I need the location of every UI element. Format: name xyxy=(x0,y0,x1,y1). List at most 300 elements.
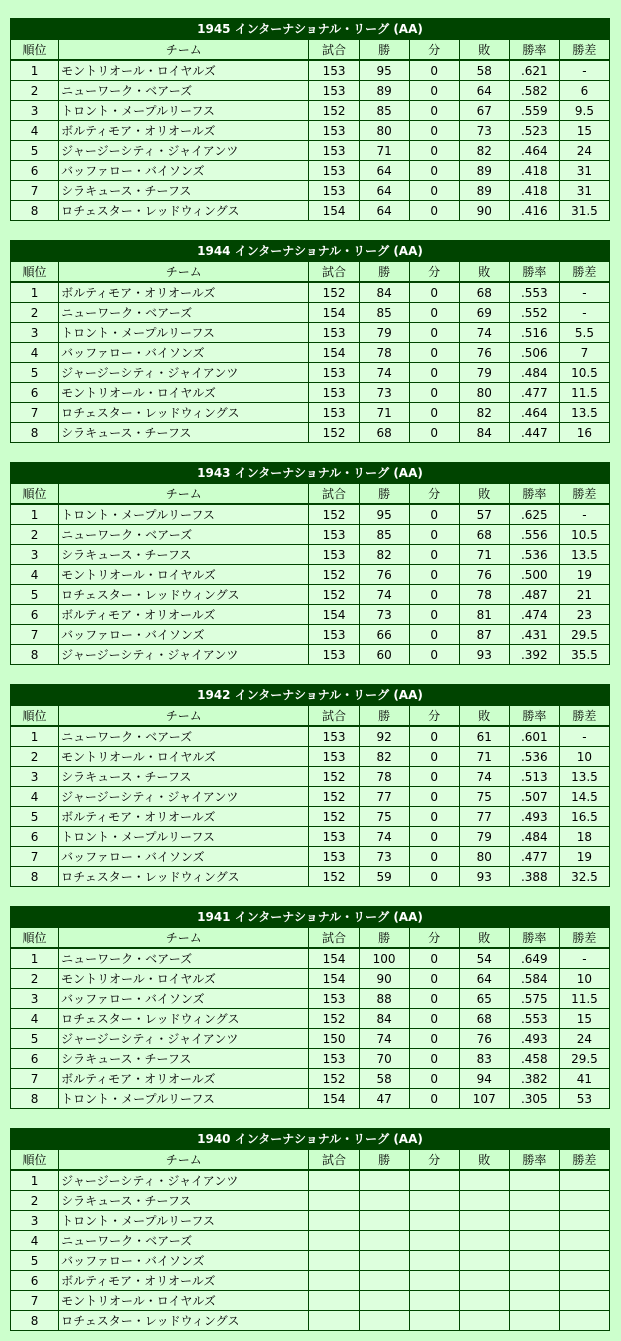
cell-games-behind xyxy=(559,1311,609,1331)
cell-games: 153 xyxy=(309,625,359,645)
cell-win-pct: .556 xyxy=(509,525,559,545)
cell-win-pct: .416 xyxy=(509,201,559,221)
cell-wins xyxy=(359,1231,409,1251)
cell-draws: 0 xyxy=(409,161,459,181)
cell-draws: 0 xyxy=(409,1029,459,1049)
column-header-team: チーム xyxy=(59,706,309,727)
cell-draws: 0 xyxy=(409,605,459,625)
cell-wins: 85 xyxy=(359,525,409,545)
cell-losses: 57 xyxy=(459,504,509,525)
cell-wins: 64 xyxy=(359,181,409,201)
cell-win-pct: .559 xyxy=(509,101,559,121)
cell-games: 154 xyxy=(309,948,359,969)
column-header-games-behind: 勝差 xyxy=(559,484,609,505)
cell-losses xyxy=(459,1231,509,1251)
table-row xyxy=(11,545,610,565)
cell-games xyxy=(309,1231,359,1251)
table-row xyxy=(11,1311,610,1331)
cell-team: モントリオール・ロイヤルズ xyxy=(59,969,309,989)
cell-games-behind: 6 xyxy=(559,81,609,101)
table-title: 1940 インターナショナル・リーグ (AA) xyxy=(11,1129,610,1150)
cell-games-behind xyxy=(559,1251,609,1271)
cell-rank: 5 xyxy=(11,363,59,383)
cell-rank: 2 xyxy=(11,969,59,989)
cell-draws: 0 xyxy=(409,60,459,81)
cell-rank: 6 xyxy=(11,1049,59,1069)
cell-win-pct: .447 xyxy=(509,423,559,443)
cell-win-pct: .536 xyxy=(509,545,559,565)
cell-games-behind xyxy=(559,1271,609,1291)
cell-rank: 2 xyxy=(11,81,59,101)
cell-team: ジャージーシティ・ジャイアンツ xyxy=(59,1029,309,1049)
column-header-games-behind: 勝差 xyxy=(559,928,609,949)
table-row xyxy=(11,565,610,585)
cell-team: ニューワーク・ベアーズ xyxy=(59,1231,309,1251)
standings-table xyxy=(10,1128,610,1331)
cell-games: 153 xyxy=(309,60,359,81)
column-header-win-pct: 勝率 xyxy=(509,1150,559,1171)
table-title: 1944 インターナショナル・リーグ (AA) xyxy=(11,241,610,262)
table-title: 1943 インターナショナル・リーグ (AA) xyxy=(11,463,610,484)
cell-wins: 73 xyxy=(359,847,409,867)
table-row xyxy=(11,807,610,827)
cell-wins: 75 xyxy=(359,807,409,827)
cell-win-pct xyxy=(509,1251,559,1271)
cell-games: 153 xyxy=(309,545,359,565)
cell-games-behind: 16.5 xyxy=(559,807,609,827)
cell-wins: 85 xyxy=(359,101,409,121)
cell-losses: 61 xyxy=(459,726,509,747)
cell-win-pct: .484 xyxy=(509,827,559,847)
cell-rank: 7 xyxy=(11,625,59,645)
cell-games: 154 xyxy=(309,201,359,221)
cell-games-behind: 11.5 xyxy=(559,383,609,403)
cell-draws: 0 xyxy=(409,181,459,201)
cell-games-behind: 31 xyxy=(559,161,609,181)
cell-rank: 4 xyxy=(11,565,59,585)
cell-games-behind: 19 xyxy=(559,565,609,585)
cell-team: ロチェスター・レッドウィングス xyxy=(59,201,309,221)
cell-losses: 68 xyxy=(459,525,509,545)
cell-games-behind: 16 xyxy=(559,423,609,443)
cell-team: モントリオール・ロイヤルズ xyxy=(59,565,309,585)
cell-team: シラキュース・チーフス xyxy=(59,1049,309,1069)
cell-rank: 4 xyxy=(11,787,59,807)
column-header-wins: 勝 xyxy=(359,262,409,283)
standings-table xyxy=(10,906,610,1109)
cell-games: 152 xyxy=(309,565,359,585)
cell-losses: 67 xyxy=(459,101,509,121)
cell-games: 153 xyxy=(309,1049,359,1069)
cell-games: 154 xyxy=(309,303,359,323)
cell-losses: 65 xyxy=(459,989,509,1009)
cell-games-behind: 13.5 xyxy=(559,403,609,423)
cell-draws: 0 xyxy=(409,323,459,343)
cell-rank: 6 xyxy=(11,383,59,403)
cell-games-behind: 24 xyxy=(559,141,609,161)
cell-draws: 0 xyxy=(409,645,459,665)
column-header-games: 試合 xyxy=(309,484,359,505)
cell-draws: 0 xyxy=(409,989,459,1009)
cell-team: トロント・メープルリーフス xyxy=(59,101,309,121)
cell-losses: 76 xyxy=(459,565,509,585)
cell-wins: 95 xyxy=(359,60,409,81)
cell-win-pct: .649 xyxy=(509,948,559,969)
cell-rank: 8 xyxy=(11,201,59,221)
cell-rank: 4 xyxy=(11,1009,59,1029)
cell-win-pct xyxy=(509,1311,559,1331)
cell-wins: 82 xyxy=(359,545,409,565)
cell-losses xyxy=(459,1311,509,1331)
cell-losses: 75 xyxy=(459,787,509,807)
cell-losses: 80 xyxy=(459,847,509,867)
table-row xyxy=(11,787,610,807)
table-row xyxy=(11,767,610,787)
table-row xyxy=(11,1069,610,1089)
cell-wins xyxy=(359,1311,409,1331)
cell-losses: 82 xyxy=(459,141,509,161)
cell-rank: 6 xyxy=(11,827,59,847)
cell-losses: 93 xyxy=(459,645,509,665)
cell-games: 152 xyxy=(309,585,359,605)
cell-losses: 79 xyxy=(459,827,509,847)
cell-draws: 0 xyxy=(409,867,459,887)
cell-win-pct xyxy=(509,1170,559,1191)
cell-games-behind: 15 xyxy=(559,121,609,141)
column-header-win-pct: 勝率 xyxy=(509,484,559,505)
cell-wins: 73 xyxy=(359,605,409,625)
cell-losses xyxy=(459,1191,509,1211)
cell-team: ボルティモア・オリオールズ xyxy=(59,121,309,141)
table-row xyxy=(11,403,610,423)
cell-rank: 7 xyxy=(11,403,59,423)
table-row xyxy=(11,1049,610,1069)
cell-losses: 107 xyxy=(459,1089,509,1109)
cell-draws: 0 xyxy=(409,504,459,525)
column-header-team: チーム xyxy=(59,484,309,505)
cell-games: 153 xyxy=(309,847,359,867)
cell-rank: 2 xyxy=(11,747,59,767)
cell-games-behind: 7 xyxy=(559,343,609,363)
cell-wins: 74 xyxy=(359,1029,409,1049)
cell-games-behind xyxy=(559,1191,609,1211)
cell-team: トロント・メープルリーフス xyxy=(59,504,309,525)
cell-wins: 60 xyxy=(359,645,409,665)
cell-wins: 64 xyxy=(359,201,409,221)
cell-draws xyxy=(409,1311,459,1331)
cell-rank: 4 xyxy=(11,343,59,363)
cell-losses: 77 xyxy=(459,807,509,827)
cell-win-pct: .464 xyxy=(509,403,559,423)
cell-games-behind: - xyxy=(559,282,609,303)
cell-losses: 89 xyxy=(459,161,509,181)
table-row xyxy=(11,81,610,101)
cell-wins: 76 xyxy=(359,565,409,585)
cell-losses: 89 xyxy=(459,181,509,201)
column-header-wins: 勝 xyxy=(359,928,409,949)
cell-win-pct: .418 xyxy=(509,181,559,201)
cell-games: 152 xyxy=(309,867,359,887)
cell-rank: 1 xyxy=(11,282,59,303)
cell-win-pct: .582 xyxy=(509,81,559,101)
cell-draws: 0 xyxy=(409,403,459,423)
cell-win-pct: .621 xyxy=(509,60,559,81)
cell-team: モントリオール・ロイヤルズ xyxy=(59,747,309,767)
cell-win-pct: .388 xyxy=(509,867,559,887)
cell-team: ロチェスター・レッドウィングス xyxy=(59,1009,309,1029)
cell-games-behind: 31 xyxy=(559,181,609,201)
column-header-games: 試合 xyxy=(309,262,359,283)
cell-rank: 3 xyxy=(11,323,59,343)
table-row xyxy=(11,121,610,141)
cell-rank: 8 xyxy=(11,423,59,443)
cell-losses xyxy=(459,1271,509,1291)
table-title: 1941 インターナショナル・リーグ (AA) xyxy=(11,907,610,928)
column-header-losses: 敗 xyxy=(459,706,509,727)
cell-wins: 68 xyxy=(359,423,409,443)
table-row xyxy=(11,1029,610,1049)
cell-draws: 0 xyxy=(409,948,459,969)
cell-games: 152 xyxy=(309,504,359,525)
cell-rank: 1 xyxy=(11,504,59,525)
column-header-rank: 順位 xyxy=(11,484,59,505)
table-row xyxy=(11,948,610,969)
cell-losses xyxy=(459,1291,509,1311)
cell-losses: 58 xyxy=(459,60,509,81)
cell-games xyxy=(309,1191,359,1211)
cell-team: バッファロー・バイソンズ xyxy=(59,161,309,181)
cell-games-behind xyxy=(559,1170,609,1191)
cell-draws: 0 xyxy=(409,1049,459,1069)
cell-team: ニューワーク・ベアーズ xyxy=(59,726,309,747)
cell-team: シラキュース・チーフス xyxy=(59,181,309,201)
cell-team: ニューワーク・ベアーズ xyxy=(59,303,309,323)
cell-win-pct: .625 xyxy=(509,504,559,525)
column-header-draws: 分 xyxy=(409,706,459,727)
cell-losses: 81 xyxy=(459,605,509,625)
cell-wins xyxy=(359,1191,409,1211)
cell-draws: 0 xyxy=(409,625,459,645)
column-header-draws: 分 xyxy=(409,928,459,949)
cell-rank: 3 xyxy=(11,101,59,121)
column-header-games: 試合 xyxy=(309,928,359,949)
cell-games: 153 xyxy=(309,81,359,101)
column-header-win-pct: 勝率 xyxy=(509,40,559,61)
cell-team: ボルティモア・オリオールズ xyxy=(59,605,309,625)
cell-wins: 78 xyxy=(359,767,409,787)
cell-rank: 1 xyxy=(11,726,59,747)
cell-draws xyxy=(409,1291,459,1311)
cell-win-pct: .506 xyxy=(509,343,559,363)
column-header-team: チーム xyxy=(59,262,309,283)
cell-win-pct: .458 xyxy=(509,1049,559,1069)
cell-games-behind: 14.5 xyxy=(559,787,609,807)
cell-games: 152 xyxy=(309,767,359,787)
cell-wins: 71 xyxy=(359,141,409,161)
cell-losses: 90 xyxy=(459,201,509,221)
cell-rank: 4 xyxy=(11,1231,59,1251)
cell-wins: 74 xyxy=(359,585,409,605)
column-header-draws: 分 xyxy=(409,1150,459,1171)
cell-games: 153 xyxy=(309,383,359,403)
cell-games-behind: - xyxy=(559,948,609,969)
cell-team: シラキュース・チーフス xyxy=(59,423,309,443)
table-row xyxy=(11,726,610,747)
cell-draws: 0 xyxy=(409,303,459,323)
table-row xyxy=(11,867,610,887)
cell-team: ニューワーク・ベアーズ xyxy=(59,81,309,101)
cell-win-pct: .553 xyxy=(509,282,559,303)
cell-team: ロチェスター・レッドウィングス xyxy=(59,403,309,423)
cell-wins: 82 xyxy=(359,747,409,767)
cell-wins: 66 xyxy=(359,625,409,645)
cell-games-behind: 53 xyxy=(559,1089,609,1109)
table-row xyxy=(11,323,610,343)
cell-rank: 5 xyxy=(11,1029,59,1049)
column-header-losses: 敗 xyxy=(459,928,509,949)
standings-table xyxy=(10,684,610,887)
cell-wins xyxy=(359,1271,409,1291)
cell-win-pct: .382 xyxy=(509,1069,559,1089)
cell-games: 152 xyxy=(309,282,359,303)
cell-wins: 74 xyxy=(359,827,409,847)
cell-losses: 78 xyxy=(459,585,509,605)
cell-team: ボルティモア・オリオールズ xyxy=(59,1069,309,1089)
table-row xyxy=(11,645,610,665)
cell-rank: 6 xyxy=(11,605,59,625)
cell-draws: 0 xyxy=(409,767,459,787)
table-row xyxy=(11,827,610,847)
cell-win-pct: .601 xyxy=(509,726,559,747)
cell-win-pct: .392 xyxy=(509,645,559,665)
cell-wins: 90 xyxy=(359,969,409,989)
cell-wins: 95 xyxy=(359,504,409,525)
cell-win-pct: .500 xyxy=(509,565,559,585)
cell-win-pct: .536 xyxy=(509,747,559,767)
table-row xyxy=(11,1191,610,1211)
table-row xyxy=(11,504,610,525)
cell-draws: 0 xyxy=(409,565,459,585)
cell-team: ボルティモア・オリオールズ xyxy=(59,282,309,303)
cell-games: 153 xyxy=(309,747,359,767)
cell-draws xyxy=(409,1251,459,1271)
table-row xyxy=(11,1170,610,1191)
column-header-rank: 順位 xyxy=(11,40,59,61)
column-header-team: チーム xyxy=(59,40,309,61)
cell-wins: 74 xyxy=(359,363,409,383)
column-header-losses: 敗 xyxy=(459,40,509,61)
cell-games: 153 xyxy=(309,181,359,201)
cell-team: モントリオール・ロイヤルズ xyxy=(59,1291,309,1311)
cell-draws: 0 xyxy=(409,201,459,221)
cell-losses: 87 xyxy=(459,625,509,645)
cell-losses: 64 xyxy=(459,969,509,989)
cell-rank: 5 xyxy=(11,141,59,161)
cell-team: ジャージーシティ・ジャイアンツ xyxy=(59,1170,309,1191)
cell-games: 153 xyxy=(309,403,359,423)
cell-draws: 0 xyxy=(409,383,459,403)
cell-win-pct: .305 xyxy=(509,1089,559,1109)
cell-rank: 1 xyxy=(11,60,59,81)
cell-games-behind: 32.5 xyxy=(559,867,609,887)
cell-wins xyxy=(359,1251,409,1271)
cell-losses xyxy=(459,1251,509,1271)
cell-draws: 0 xyxy=(409,1009,459,1029)
cell-rank: 7 xyxy=(11,1291,59,1311)
cell-draws: 0 xyxy=(409,121,459,141)
cell-draws: 0 xyxy=(409,423,459,443)
column-header-games: 試合 xyxy=(309,1150,359,1171)
cell-losses: 71 xyxy=(459,545,509,565)
column-header-games-behind: 勝差 xyxy=(559,40,609,61)
cell-games: 153 xyxy=(309,121,359,141)
cell-rank: 6 xyxy=(11,1271,59,1291)
cell-games-behind: 10.5 xyxy=(559,363,609,383)
cell-team: バッファロー・バイソンズ xyxy=(59,989,309,1009)
cell-games xyxy=(309,1211,359,1231)
cell-wins: 59 xyxy=(359,867,409,887)
cell-win-pct: .523 xyxy=(509,121,559,141)
cell-win-pct: .553 xyxy=(509,1009,559,1029)
cell-losses: 79 xyxy=(459,363,509,383)
cell-rank: 7 xyxy=(11,181,59,201)
cell-win-pct: .477 xyxy=(509,847,559,867)
cell-wins: 92 xyxy=(359,726,409,747)
cell-rank: 8 xyxy=(11,1089,59,1109)
cell-rank: 1 xyxy=(11,948,59,969)
table-row xyxy=(11,585,610,605)
cell-team: ニューワーク・ベアーズ xyxy=(59,525,309,545)
cell-team: モントリオール・ロイヤルズ xyxy=(59,60,309,81)
cell-win-pct: .493 xyxy=(509,807,559,827)
cell-wins: 77 xyxy=(359,787,409,807)
cell-games: 154 xyxy=(309,1089,359,1109)
cell-games-behind: 11.5 xyxy=(559,989,609,1009)
cell-win-pct: .474 xyxy=(509,605,559,625)
cell-wins: 79 xyxy=(359,323,409,343)
column-header-wins: 勝 xyxy=(359,706,409,727)
cell-wins xyxy=(359,1211,409,1231)
cell-games xyxy=(309,1170,359,1191)
cell-wins: 84 xyxy=(359,282,409,303)
table-row xyxy=(11,1089,610,1109)
cell-win-pct xyxy=(509,1211,559,1231)
cell-losses xyxy=(459,1170,509,1191)
table-row xyxy=(11,303,610,323)
cell-team: トロント・メープルリーフス xyxy=(59,827,309,847)
table-row xyxy=(11,181,610,201)
cell-rank: 2 xyxy=(11,525,59,545)
cell-rank: 6 xyxy=(11,161,59,181)
cell-draws xyxy=(409,1271,459,1291)
cell-team: ニューワーク・ベアーズ xyxy=(59,948,309,969)
cell-draws: 0 xyxy=(409,1069,459,1089)
cell-wins: 47 xyxy=(359,1089,409,1109)
cell-losses: 82 xyxy=(459,403,509,423)
cell-wins: 84 xyxy=(359,1009,409,1029)
cell-losses: 94 xyxy=(459,1069,509,1089)
cell-wins xyxy=(359,1291,409,1311)
cell-team: ロチェスター・レッドウィングス xyxy=(59,867,309,887)
column-header-rank: 順位 xyxy=(11,262,59,283)
standings-table xyxy=(10,240,610,443)
cell-draws: 0 xyxy=(409,525,459,545)
cell-draws xyxy=(409,1191,459,1211)
cell-games-behind: - xyxy=(559,726,609,747)
cell-draws: 0 xyxy=(409,585,459,605)
cell-games: 153 xyxy=(309,645,359,665)
cell-games-behind: 19 xyxy=(559,847,609,867)
